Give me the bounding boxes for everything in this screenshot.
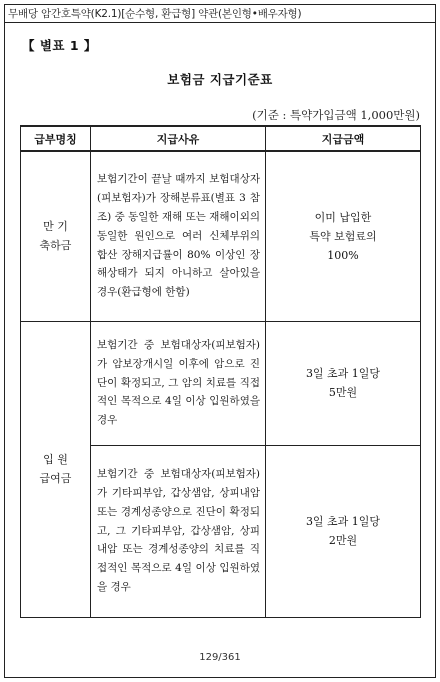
payment-reason-cell: 보험기간이 끝날 때까지 보험대상자(피보험자)가 장해분류표(별표 3 참조) 중 동일한 재해 또는 재해이외의 동일한 원인으로 여러 신체부위의 합산 장해지급률이 80% 이상인 장해상태가 되지 아니하고 살아있을 경우(환급형에 한함) [91,151,266,321]
table-header-row [21,126,421,151]
document-header: 무배당 암간호특약(K2.1)[순수형, 환급형] 약관(본인형•배우자형) [8,8,302,20]
column-header-benefit-name: 급부명칭 [21,126,91,151]
benefit-name-cell [21,321,91,617]
column-header-payment-reason: 지급사유 [91,126,266,151]
benefit-table [20,125,421,618]
page-number: 129/361 [199,652,241,663]
payment-reason-cell: 보험기간 중 보험대상자(피보험자)가 기타피부암, 갑상샘암, 상피내암 또는 경계성종양으로 진단이 확정되고, 그 기타피부암, 갑상샘암, 상피내암 또는 경계성종양의 치료를 직접적인 목적으로 4일 이상 입원하였을 경우 [91,445,266,617]
benefit-name-cell [21,151,91,321]
payment-amount-cell: 3일 초과 1일당 5만원 [266,321,421,445]
payment-reason-cell: 보험기간 중 보험대상자(피보험자)가 암보장개시일 이후에 암으로 진단이 확정되고, 그 암의 치료를 직접적인 목적으로 4일 이상 입원하였을 경우 [91,321,266,445]
unit-note: (기준 : 특약가입금액 1,000만원) [252,108,420,122]
appendix-label: 【 별표 1 】 [22,38,97,53]
document-title: 보험금 지급기준표 [167,72,273,87]
table-row [21,321,421,445]
benefit-name: 만 기 축하금 [39,220,72,253]
payment-amount-cell: 3일 초과 1일당 2만원 [266,445,421,617]
benefit-name: 입 원 급여금 [39,453,72,485]
header-divider [4,22,436,23]
payment-amount-cell: 이미 납입한 특약 보험료의 100% [266,151,421,321]
column-header-payment-amount: 지급금액 [266,126,421,151]
table-row [21,151,421,321]
